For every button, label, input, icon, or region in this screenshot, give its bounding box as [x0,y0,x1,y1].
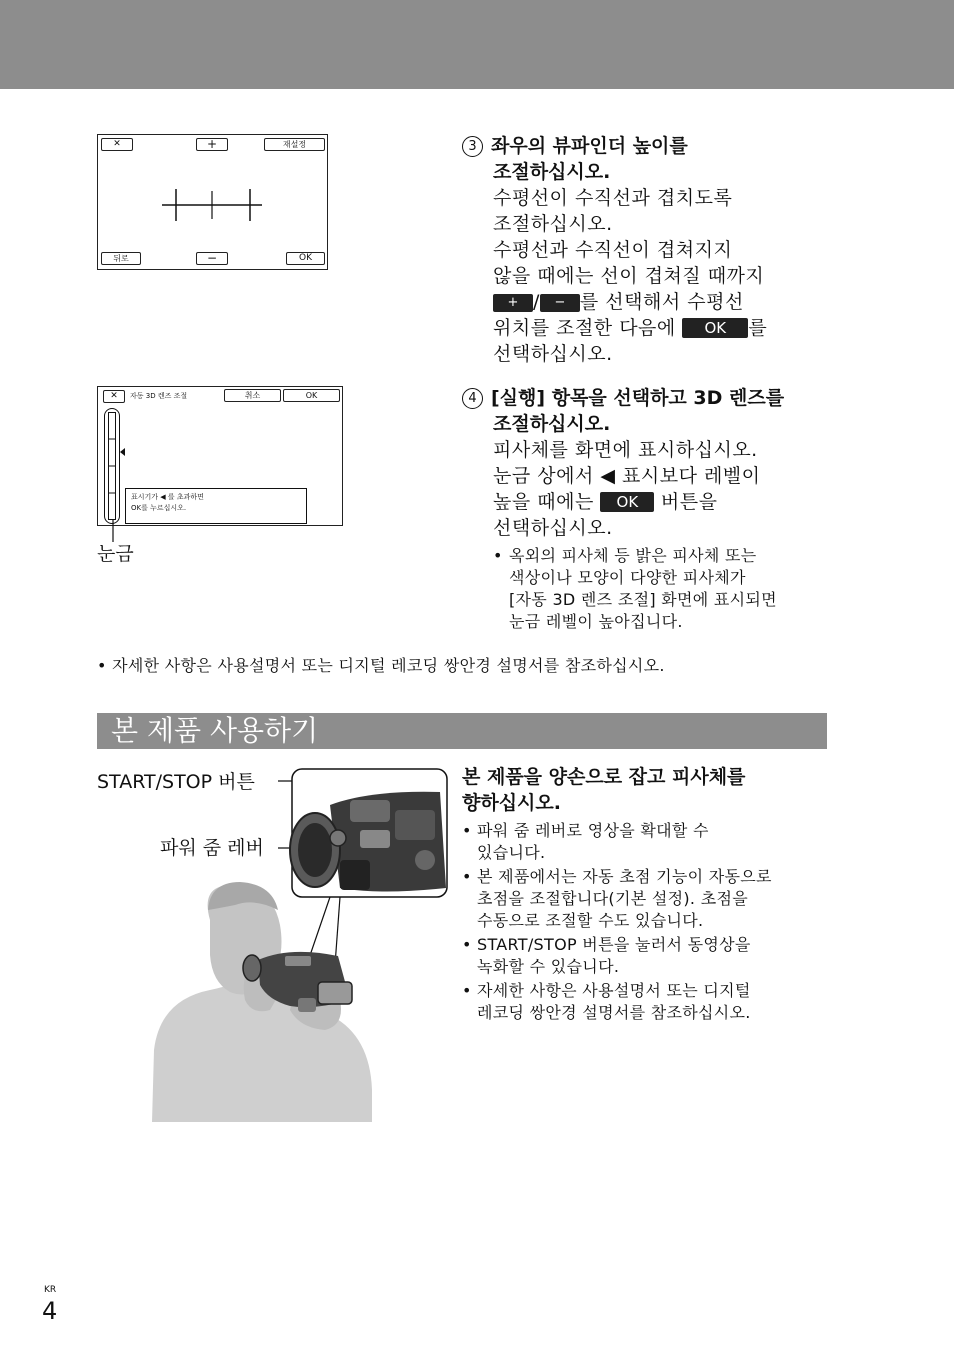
usage-instructions [462,764,932,1024]
usage-bullet: • 파워 줌 레버로 영상을 확대할 수 있습니다. [462,820,932,864]
cancel-button[interactable]: 취소 [224,389,281,402]
bullet-line: 수동으로 조절할 수도 있습니다. [477,911,704,930]
body-line: 높을 때에는 OK 버튼을 [493,491,718,513]
scale-callout-line [110,520,116,542]
general-note: • 자세한 사항은 사용설명서 또는 디지털 레코딩 쌍안경 설명서를 참조하십시오. [97,656,665,675]
section-title: 본 제품 사용하기 [111,714,319,747]
step-3 [462,133,902,367]
start-stop-label: START/STOP 버튼 [97,771,255,793]
step-4-heading: 4 [실행] 항목을 선택하고 3D 렌즈를 [462,385,922,411]
usage-heading-2: 향하십시오. [462,792,561,814]
step-4-heading-2: 조절하십시오. [493,413,611,435]
screen-title: 자동 3D 렌즈 조절 [130,392,188,400]
ok-button[interactable]: OK [283,389,340,402]
bullet-line: 본 제품에서는 자동 초점 기능이 자동으로 [477,867,772,886]
body-line: 선택하십시오. [493,343,613,365]
body-line: 위치를 조절한 다음에 OK 를 [493,317,768,339]
body-line: 피사체를 화면에 표시하십시오. [493,439,758,461]
ok-button[interactable]: OK [286,252,325,265]
usage-bullet: • 자세한 사항은 사용설명서 또는 디지털 레코딩 쌍안경 설명서를 참조하십시오. [462,980,932,1024]
ok-key-icon: OK [600,492,654,512]
threshold-arrow-icon [120,448,126,456]
body-line: 수평선이 수직선과 겹치도록 [493,187,733,209]
binocular-illustration [140,760,460,1130]
back-button[interactable]: 뒤로 [101,252,141,265]
close-button[interactable]: ✕ [103,390,125,403]
usage-bullet: • START/STOP 버튼을 눌러서 동영상을 녹화할 수 있습니다. [462,934,932,978]
zoom-lever-label: 파워 줌 레버 [160,837,264,859]
scale-label: 눈금 [97,543,134,565]
instruction-line-2: OK를 누르십시오. [131,504,187,512]
ok-key-icon: OK [682,318,748,338]
section-title-bar [97,713,827,749]
note-line: 색상이나 모양이 다양한 피사체가 [509,568,746,587]
body-line: 않을 때에는 선이 겹쳐질 때까지 [493,265,765,287]
bullet-line: 초점을 조절합니다(기본 설정). 초점을 [477,889,748,908]
body-line: 선택하십시오. [493,517,613,539]
step-3-heading: 3 좌우의 뷰파인더 높이를 [462,133,902,159]
step-3-body [462,185,902,367]
note-line: 옥외의 피사체 등 밝은 피사체 또는 [509,546,757,565]
step-4-note: • 옥외의 피사체 등 밝은 피사체 또는 색상이나 모양이 다양한 피사체가 [자동 3D 렌즈 조절] 화면에 표시되면 눈금 레벨이 높아집니다. [462,545,922,633]
step-number: 4 [462,388,483,409]
bullet-line: 자세한 사항은 사용설명서 또는 디지털 [477,981,751,1000]
bullet-line: 있습니다. [477,843,546,862]
step-number: 3 [462,136,483,157]
alignment-cross-lines [158,187,268,223]
header-band [0,0,954,89]
instruction-box [125,488,307,524]
step-4 [462,385,922,633]
body-line: 조절하십시오. [493,213,613,235]
reset-button[interactable]: 재설정 [264,138,325,151]
bullet-line: 레코딩 쌍안경 설명서를 참조하십시오. [477,1003,751,1022]
plus-button[interactable]: + [196,138,228,151]
body-line: 눈금 상에서 ◀ 표시보다 레벨이 [493,465,761,487]
minus-key-icon: − [540,294,580,312]
bullet-line: 파워 줌 레버로 영상을 확대할 수 [477,821,709,840]
usage-heading: 본 제품을 양손으로 잡고 피사체를 [462,766,746,788]
language-code: KR [44,1285,57,1295]
body-line: 수평선과 수직선이 겹쳐지지 [493,239,733,261]
close-button[interactable]: ✕ [101,138,133,151]
scale-ticks [108,412,116,520]
bullet-line: 녹화할 수 있습니다. [477,957,620,976]
instruction-line-1: 표시기가 ◀ 를 초과하면 [131,493,204,501]
step-3-heading-2: 조절하십시오. [493,161,611,183]
note-line: [자동 3D 렌즈 조절] 화면에 표시되면 [509,590,777,609]
step-4-body [462,437,922,541]
note-line: 눈금 레벨이 높아집니다. [509,612,683,631]
body-line: + / − 를 선택해서 수평선 [493,289,902,315]
auto-3d-lens-screen [97,386,343,526]
bullet-line: START/STOP 버튼을 눌러서 동영상을 [477,935,751,954]
plus-key-icon: + [493,294,533,312]
usage-bullet: • 본 제품에서는 자동 초점 기능이 자동으로 초점을 조절합니다(기본 설정). 초점을 수동으로 조절할 수도 있습니다. [462,866,932,932]
minus-button[interactable]: − [196,252,228,265]
page-number: 4 [42,1297,58,1325]
viewfinder-adjust-screen [97,134,328,270]
